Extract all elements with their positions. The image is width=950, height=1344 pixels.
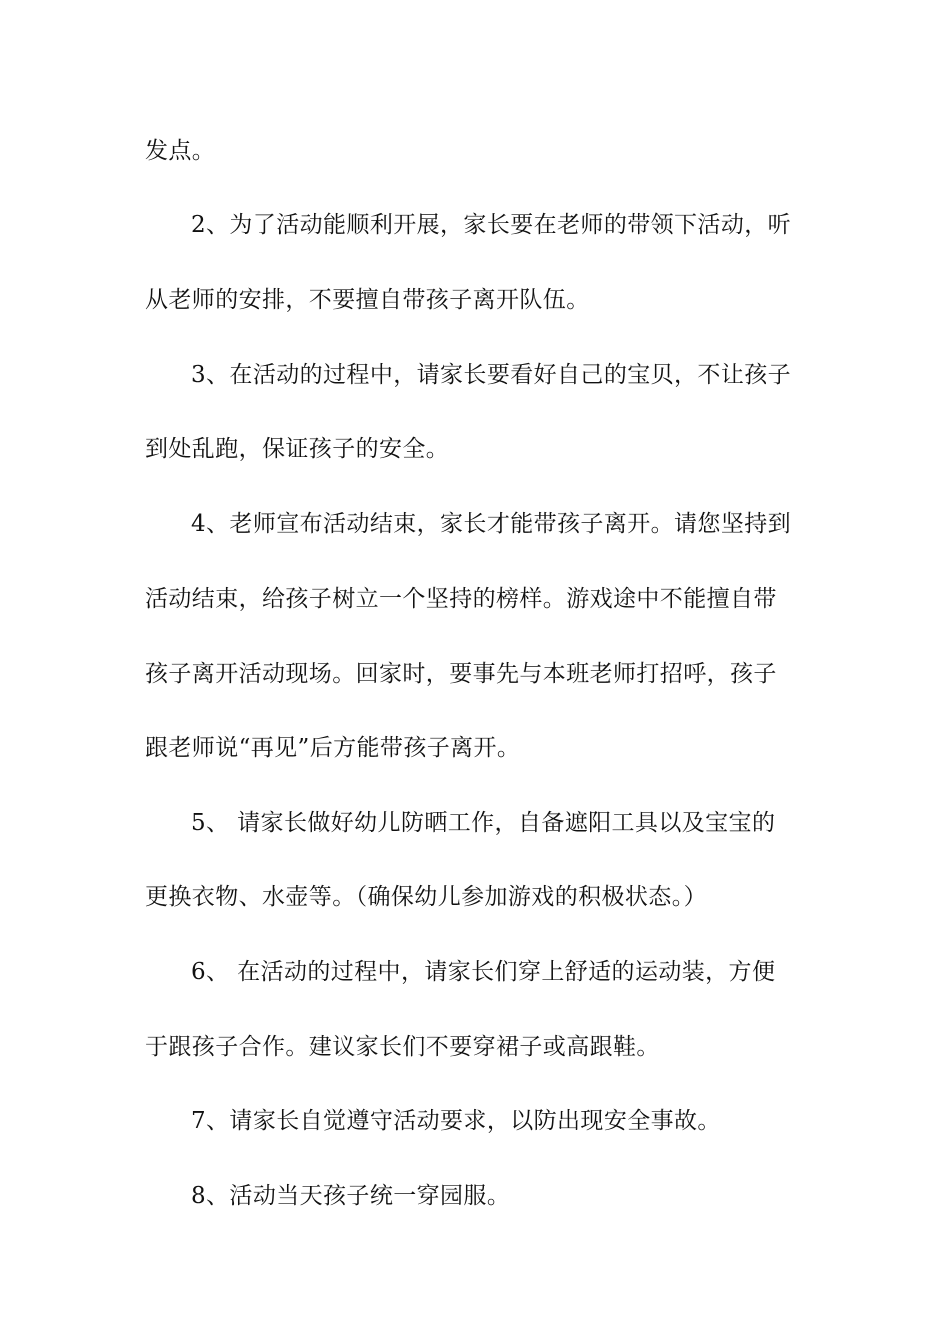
text-line: 3、在活动的过程中，请家长要看好自己的宝贝，不让孩子	[191, 362, 792, 388]
text-line: 5、 请家长做好幼儿防晒工作，自备遮阳工具以及宝宝的	[191, 810, 776, 836]
text-line: 发点。	[145, 138, 216, 164]
text-line: 8、活动当天孩子统一穿园服。	[191, 1183, 511, 1209]
text-line: 4、老师宣布活动结束，家长才能带孩子离开。请您坚持到	[191, 511, 792, 537]
text-line: 6、 在活动的过程中，请家长们穿上舒适的运动装，方便	[191, 959, 776, 985]
text-line: 到处乱跑，保证孩子的安全。	[145, 436, 450, 462]
text-line: 从老师的安排，不要擅自带孩子离开队伍。	[145, 287, 590, 313]
text-line: 跟老师说“再见”后方能带孩子离开。	[145, 735, 521, 761]
text-line: 活动结束，给孩子树立一个坚持的榜样。游戏途中不能擅自带	[145, 586, 777, 612]
text-line: 2、为了活动能顺利开展，家长要在老师的带领下活动，听	[191, 212, 792, 238]
text-line: 孩子离开活动现场。回家时，要事先与本班老师打招呼，孩子	[145, 661, 777, 687]
text-line: 更换衣物、水壶等。（确保幼儿参加游戏的积极状态。）	[145, 884, 707, 910]
text-line: 7、请家长自觉遵守活动要求，以防出现安全事故。	[191, 1108, 721, 1134]
text-line: 于跟孩子合作。建议家长们不要穿裙子或高跟鞋。	[145, 1034, 660, 1060]
